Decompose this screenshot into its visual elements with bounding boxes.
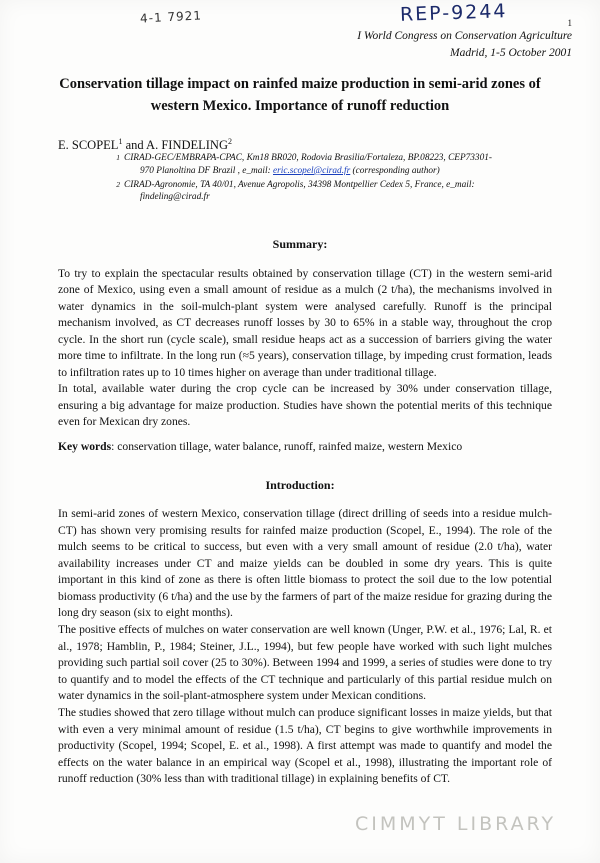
keywords-line: [58, 440, 552, 453]
affiliation-item: [108, 179, 552, 205]
summary-body: [58, 266, 552, 431]
summary-heading: Summary:: [272, 237, 328, 251]
affiliation-2-line2: findeling@cirad.fr: [140, 192, 210, 203]
affiliation-2-line1: CIRAD-Agronomie, TA 40/01, Avenue Agropolis, 34398 Montpellier Cedex 5, France, e_mail:: [124, 179, 475, 190]
author-joiner: and A. FINDELING: [122, 138, 228, 153]
keywords-text: : conservation tillage, water balance, runoff, rainfed maize, western Mexico: [111, 440, 463, 453]
introduction-body: [58, 506, 552, 788]
handwritten-annotation-left: 4-1 7921: [139, 8, 203, 26]
conference-name: I World Congress on Conservation Agriculture: [357, 30, 572, 42]
document-header: [357, 28, 572, 61]
page-title: Conservation tillage impact on rainfed maize production in semi-arid zones of western Mexico. Importance of runoff reduction: [59, 76, 541, 114]
conference-place-date: Madrid, 1-5 October 2001: [449, 46, 572, 59]
introduction-heading: Introduction:: [265, 478, 335, 492]
author-one-marker: 1: [118, 137, 123, 146]
introduction-paragraph-1: In semi-arid zones of western Mexico, conservation tillage (direct drilling of seeds into a residue mulch-CT) has shown very promising results for rainfed maize production (Scopel, E., 1994). The role of the mulch seems to be critical to success, but even with a very small amount of residue (2.0 t/ha), water availability increases under CT and maize yields can be doubled in some dry years. This is quite important in this kind of zone as there is often little biomass to protect the soil due to the low potential biomass productivity (6 t/ha) and the use by the farmers of part of the maize residue for grazing during the long dry season (six to eight months).: [58, 507, 552, 620]
affiliation-marker-1: 1: [116, 153, 120, 162]
author-one: E. SCOPEL: [58, 138, 119, 153]
author-list: [58, 137, 232, 153]
handwritten-annotation-right: REP-9244: [399, 0, 508, 26]
summary-paragraph-1: To try to explain the spectacular results obtained by conservation tillage (CT) in the western semi-arid zone of Mexico, using even a small amount of residue as a mulch (2 t/ha), the mechanisms involved in water dynamics in the soil-mulch-plant system were analysed carefully. Runoff is the principal mechanism involved, as CT decreases runoff losses by 30 to 65% in a stable way, throughout the crop cycle. In the short run (cycle scale), small residue heaps act as a succession of barriers giving the water more time to infiltrate. In the long run (≈5 years), conservation tillage, by impeding crust formation, leads to infiltration rates up to 10 times higher on average than under traditional tillage.: [58, 267, 552, 379]
summary-paragraph-2: In total, available water during the crop cycle can be increased by 30% under conservation tillage, ensuring a big advantage for maize production. Studies have shown the potential merits of this technique even for Mexican dry zones.: [58, 382, 552, 429]
affiliation-marker-2: 2: [116, 179, 120, 189]
affiliation-item: [108, 152, 552, 178]
affiliation-1-email[interactable]: eric.scopel@cirad.fr: [273, 165, 351, 176]
affiliation-1-note: (corresponding author): [350, 165, 440, 176]
page-number: 1: [567, 18, 572, 28]
keywords-label: Key words: [58, 440, 112, 453]
affiliation-block: [108, 152, 552, 205]
author-two-marker: 2: [227, 137, 232, 146]
library-stamp: CIMMYT LIBRARY: [355, 813, 557, 835]
introduction-paragraph-3: The studies showed that zero tillage without mulch can produce significant losses in maize yields, but that with even a very minimal amount of residue (1.5 t/ha), CT begins to give worthwhile improvements in productivity (Scopel, 1994; Scopel, E. et al., 1998). A first attempt was made to quantify and model the effects on the water balance in an empirical way (Scopel et al., 1998), illustrating the important role of runoff reduction (30% less than with traditional tillage) in explaining benefits of CT.: [58, 705, 552, 786]
affiliation-1-line2: 970 Planoltina DF Brazil , e_mail:: [140, 165, 273, 176]
affiliation-1-line1: CIRAD-GEC/EMBRAPA-CPAC, Km18 BR020, Rodovia Brasilia/Fortaleza, BP.08223, CEP73301-: [124, 153, 492, 163]
introduction-paragraph-2: The positive effects of mulches on water conservation are well known (Unger, P.W. et al., 1976; Lal, R. et al., 1978; Hamblin, P., 1984; Steiner, J.L., 1994), but few people have worked with such light mulches providing such partial soil cover (25 to 30%). Between 1994 and 1999, a series of studies were done to try to quantify and to model the effects of the CT technique and particularly of this partial residue mulch on water dynamics in the soil-plant-atmosphere system under Mexican conditions.: [58, 623, 552, 703]
